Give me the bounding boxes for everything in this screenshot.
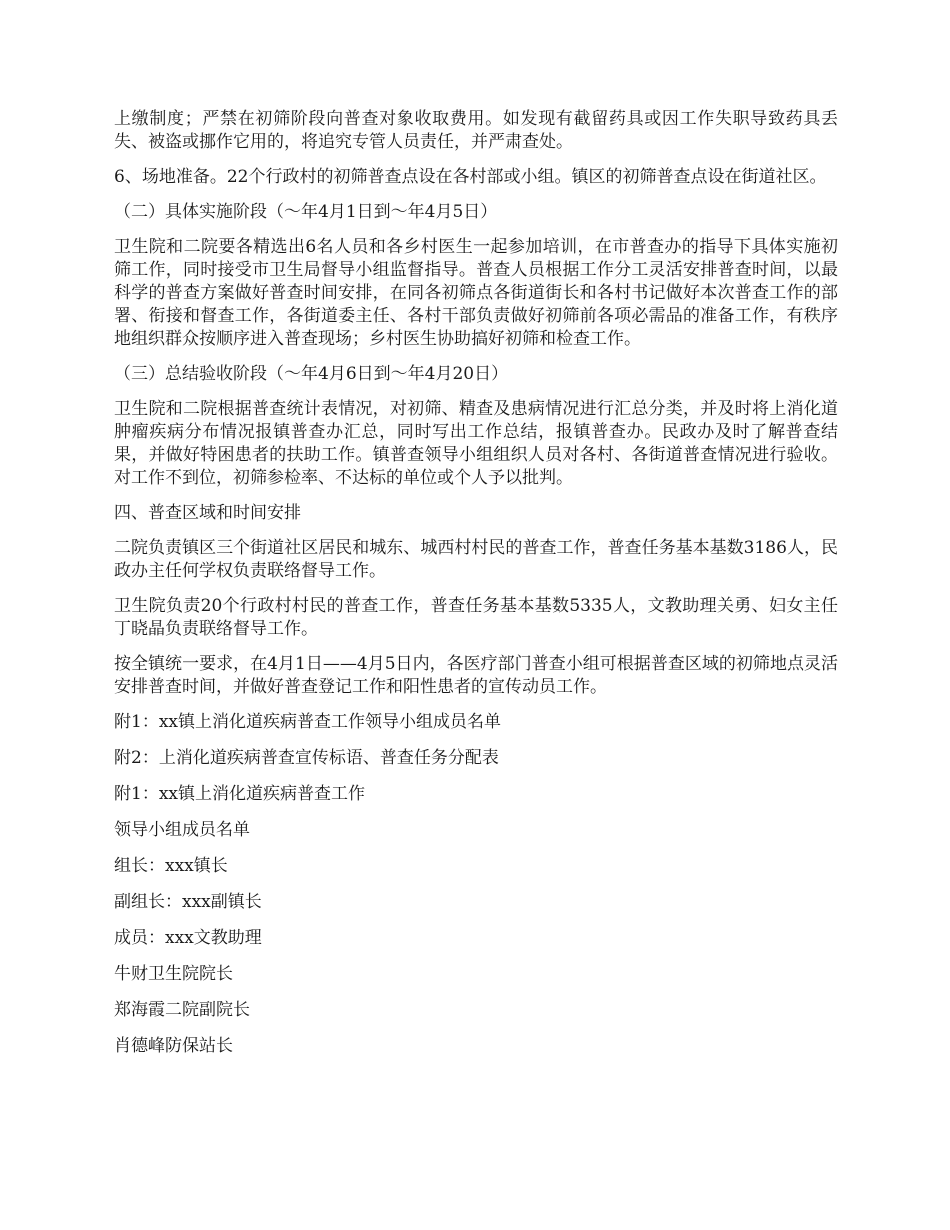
appendix-1-heading: 附1：xx镇上消化道疾病普查工作 [114,784,365,804]
heading-summary-phase: （三）总结验收阶段（～年4月6日到～年4月20日） [114,364,509,384]
heading-implementation-phase: （二）具体实施阶段（～年4月1日到～年4月5日） [114,202,498,222]
heading-areas-schedule: 四、普查区域和时间安排 [114,503,301,523]
paragraph-unified-requirement: 按全镇统一要求，在4月1日——4月5日内，各医疗部门普查小组可根据普查区域的初筛地点灵活安排普查时间，并做好普查登记工作和阳性患者的宣传动员工作。 [114,654,838,697]
paragraph-summary: 卫生院和二院根据普查统计表情况，对初筛、精查及患病情况进行汇总分类，并及时将上消化道肿瘤疾病分布情况报镇普查办汇总，同时写出工作总结，报镇普查办。民政办及时了解普查结果，并做好特困患者的扶助工作。镇普查领导小组组织人员对各村、各街道普查情况进行验收。对工作不到位，初筛参检率、不达标的单位或个人予以批判。 [114,399,838,488]
paragraph-implementation: 卫生院和二院要各精选出6名人员和各乡村医生一起参加培训，在市普查办的指导下具体实施初筛工作，同时接受市卫生局督导小组监督指导。普查人员根据工作分工灵活安排普查时间，以最科学的普查方案做好普查时间安排，在同各初筛点各街道街长和各村书记做好本次普查工作的部署、衔接和督查工作，各街道委主任、各村干部负责做好初筛前各项必需品的准备工作，有秩序地组织群众按顺序进入普查现场；乡村医生协助搞好初筛和检查工作。 [114,237,838,349]
paragraph-supply-rules: 上缴制度；严禁在初筛阶段向普查对象收取费用。如发现有截留药具或因工作失职导致药具丢失、被盗或挪作它用的，将追究专管人员责任，并严肃查处。 [114,109,838,152]
document-page [114,108,838,1071]
member-item: 肖德峰防保站长 [114,1036,233,1056]
member-item: 牛财卫生院院长 [114,964,233,984]
paragraph-site-preparation: 6、场地准备。22个行政村的初筛普查点设在各村部或小组。镇区的初筛普查点设在街道社区。 [114,167,827,187]
member-item: 郑海霞二院副院长 [114,1000,250,1020]
paragraph-second-hospital: 二院负责镇区三个街道社区居民和城东、城西村村民的普查工作，普查任务基本基数3186人，民政办主任何学权负责联络督导工作。 [114,538,838,581]
appendix-1-title: 附1：xx镇上消化道疾病普查工作领导小组成员名单 [114,712,501,732]
member-members: 成员：xxx文教助理 [114,928,262,948]
paragraph-health-center: 卫生院负责20个行政村村民的普查工作，普查任务基本基数5335人，文教助理关勇、妇女主任丁晓晶负责联络督导工作。 [114,596,838,639]
member-deputy-leader: 副组长：xxx副镇长 [114,892,262,912]
member-leader: 组长：xxx镇长 [114,856,228,876]
member-list-heading: 领导小组成员名单 [114,820,250,840]
appendix-2-title: 附2：上消化道疾病普查宣传标语、普查任务分配表 [114,748,499,768]
